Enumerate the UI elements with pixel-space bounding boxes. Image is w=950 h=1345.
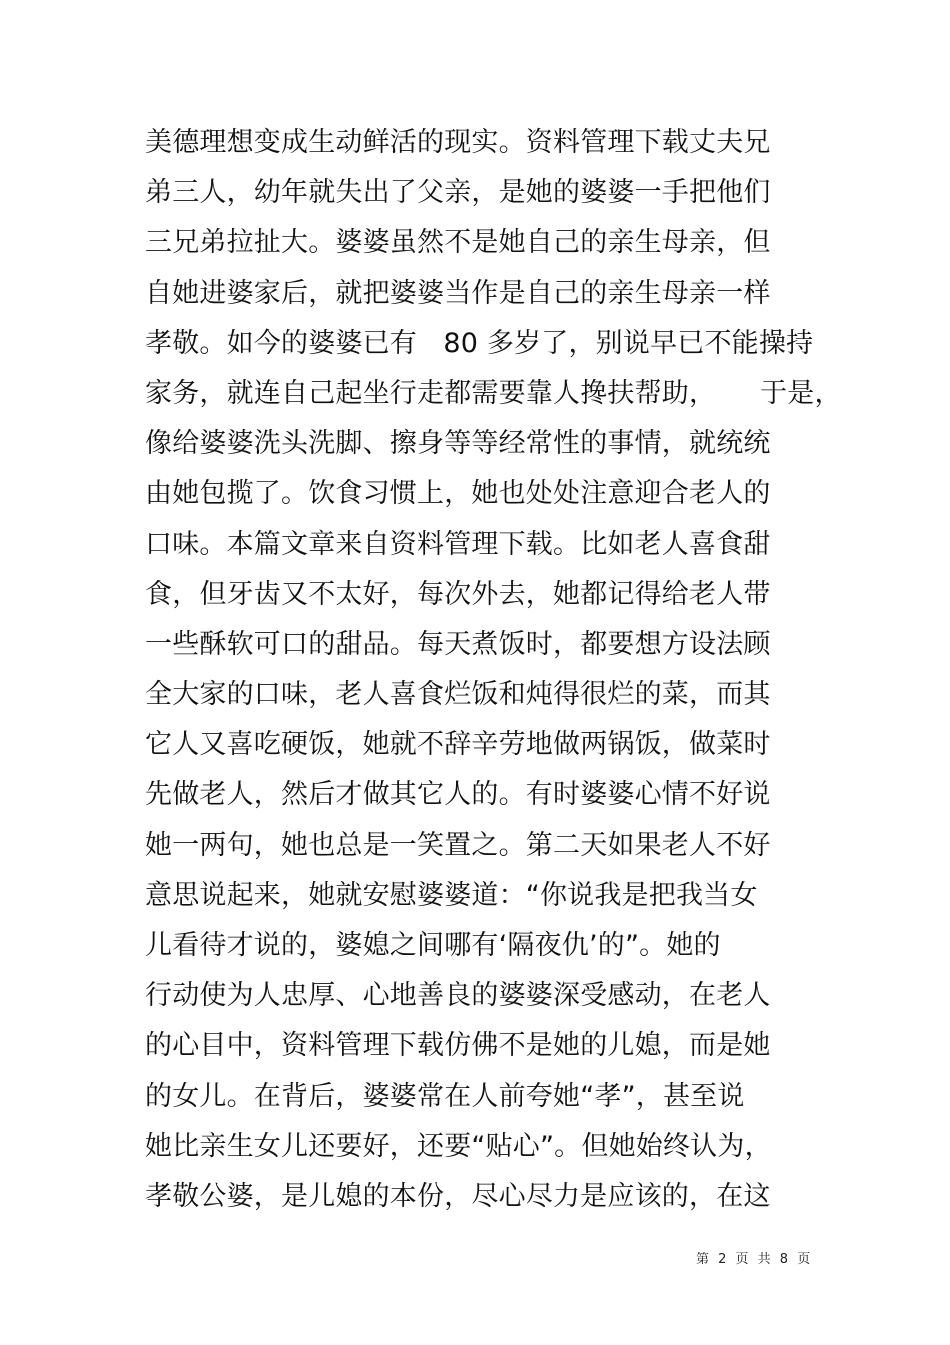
text-line: 她一两句，她也总是一笑置之。第二天如果老人不好	[145, 829, 771, 861]
text-line: 行动使为人忠厚、心地善良的婆婆深受感动，在老人	[145, 980, 771, 1012]
text-line: 孝敬。如今的婆婆已有 80 多岁了，别说早已不能操持	[145, 327, 814, 359]
page-number-footer: 第 2 页 共 8 页	[696, 1252, 812, 1267]
text-line: 弟三人，幼年就失出了父亲，是她的婆婆一手把他们	[145, 177, 771, 209]
text-line: 口味。本篇文章来自资料管理下载。比如老人喜食甜	[145, 528, 771, 560]
text-line: 三兄弟拉扯大。婆婆虽然不是她自己的亲生母亲，但	[145, 227, 771, 259]
text-line: 家务，就连自己起坐行走都需要靠人搀扶帮助， 于是，	[145, 377, 842, 409]
text-line: 的心目中，资料管理下载仿佛不是她的儿媳，而是她	[145, 1030, 771, 1062]
text-line: 她比亲生女儿还要好，还要“贴心”。但她始终认为，	[145, 1130, 772, 1162]
body-text	[145, 118, 842, 1222]
text-line: 全大家的口味，老人喜食烂饭和炖得很烂的菜，而其	[145, 679, 771, 711]
text-line: 自她进婆家后，就把婆婆当作是自己的亲生母亲一样	[145, 277, 771, 309]
text-line: 儿看待才说的，婆媳之间哪有‘隔夜仇’的”。她的	[145, 930, 721, 961]
text-line: 食，但牙齿又不太好，每次外去，她都记得给老人带	[145, 578, 771, 610]
text-line: 由她包揽了。饮食习惯上，她也处处注意迎合老人的	[145, 478, 771, 510]
text-line: 孝敬公婆，是儿媳的本份，尽心尽力是应该的，在这	[145, 1180, 771, 1212]
text-line: 它人又喜吃硬饭，她就不辞辛劳地做两锅饭，做菜时	[145, 729, 771, 761]
text-line: 的女儿。在背后，婆婆常在人前夸她“孝”，甚至说	[145, 1080, 745, 1112]
text-line: 一些酥软可口的甜品。每天煮饭时，都要想方设法顾	[145, 628, 771, 660]
text-line: 美德理想变成生动鲜活的现实。资料管理下载丈夫兄	[145, 127, 771, 158]
text-line: 像给婆婆洗头洗脚、擦身等等经常性的事情，就统统	[145, 428, 771, 460]
text-line: 意思说起来，她就安慰婆婆道：“你说我是把我当女	[145, 879, 758, 911]
text-line: 先做老人，然后才做其它人的。有时婆婆心情不好说	[145, 779, 771, 811]
